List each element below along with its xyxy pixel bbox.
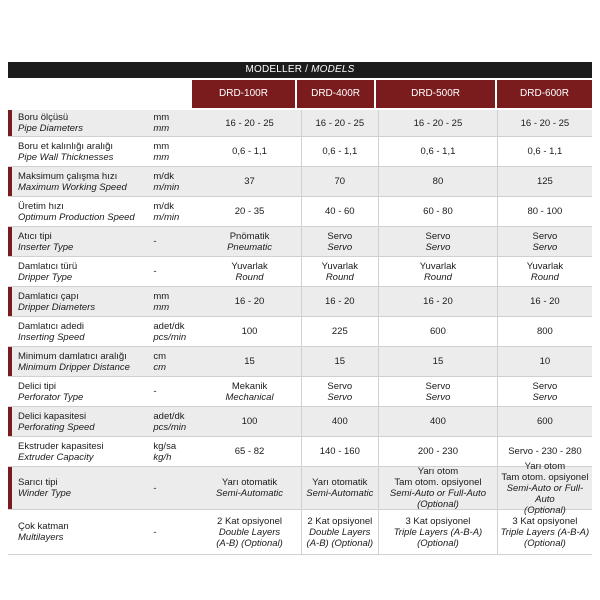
spec-name-tr: Delici kapasitesi bbox=[18, 410, 87, 422]
spec-value-line: Mechanical bbox=[225, 391, 274, 403]
spec-unit bbox=[153, 197, 198, 226]
spec-value-drd-600r bbox=[497, 167, 592, 196]
spec-value-line: 80 - 100 bbox=[527, 206, 563, 217]
spec-unit-en: mm bbox=[153, 301, 170, 313]
spec-unit-tr: - bbox=[153, 236, 157, 247]
spec-value-line: 2 Kat opsiyonel bbox=[217, 515, 283, 527]
spec-value-line: 16 - 20 bbox=[234, 296, 265, 307]
spec-value-drd-100r bbox=[199, 377, 301, 406]
spec-value-line: Servo bbox=[532, 230, 558, 242]
spec-value-drd-400r bbox=[301, 257, 379, 286]
spec-value-drd-400r bbox=[301, 377, 379, 406]
spec-unit bbox=[153, 347, 198, 376]
spec-value-line: 15 bbox=[334, 356, 346, 367]
spec-name-tr: Ekstruder kapasitesi bbox=[18, 440, 104, 452]
spec-value-drd-500r bbox=[378, 137, 497, 166]
spec-name-en: Dripper Diameters bbox=[18, 301, 96, 313]
spec-value-drd-400r bbox=[301, 227, 379, 256]
spec-value-drd-400r bbox=[301, 317, 379, 346]
spec-value-drd-500r bbox=[378, 167, 497, 196]
spec-unit-tr: adet/dk bbox=[153, 410, 185, 422]
spec-row bbox=[8, 510, 592, 555]
spec-row bbox=[8, 407, 592, 437]
spec-value-line: Pnömatik bbox=[229, 230, 270, 242]
spec-unit-tr: - bbox=[153, 526, 157, 538]
spec-name bbox=[8, 377, 153, 406]
spec-unit bbox=[153, 227, 198, 256]
spec-value-line: Yarı otom bbox=[524, 460, 566, 472]
spec-value-line: 100 bbox=[241, 326, 258, 337]
spec-value-drd-600r bbox=[497, 347, 592, 376]
spec-value-drd-500r bbox=[378, 377, 497, 406]
spec-unit-en: mm bbox=[153, 123, 170, 134]
spec-value-line: Servo bbox=[425, 391, 451, 403]
spec-name bbox=[8, 407, 153, 436]
spec-name-tr: Sarıcı tipi bbox=[18, 477, 58, 488]
spec-value-drd-100r bbox=[199, 197, 301, 226]
spec-value-line: 125 bbox=[536, 176, 553, 187]
spec-name-en: Inserting Speed bbox=[18, 331, 85, 343]
spec-unit bbox=[153, 167, 198, 196]
models-label-en: MODELS bbox=[311, 64, 355, 75]
spec-unit bbox=[153, 110, 198, 136]
spec-name bbox=[8, 347, 153, 376]
spec-unit-en: cm bbox=[153, 361, 167, 373]
spec-value-drd-400r bbox=[301, 197, 379, 226]
spec-unit-en: pcs/min bbox=[153, 331, 187, 343]
spec-name-en: Multilayers bbox=[18, 532, 64, 543]
spec-name-tr: Maksimum çalışma hızı bbox=[18, 170, 118, 182]
spec-value-line: Servo bbox=[327, 230, 353, 242]
spec-value-line: 0,6 - 1,1 bbox=[527, 146, 563, 157]
spec-value-drd-100r bbox=[199, 287, 301, 316]
spec-row bbox=[8, 167, 592, 197]
spec-value-drd-100r bbox=[199, 467, 301, 509]
spec-value-drd-600r bbox=[497, 110, 592, 136]
spec-value-line: Round bbox=[235, 271, 264, 283]
spec-name bbox=[8, 287, 153, 316]
spec-value-line: 16 - 20 - 25 bbox=[413, 117, 463, 129]
spec-value-line: 800 bbox=[536, 326, 553, 337]
spec-name-tr: Delici tipi bbox=[18, 380, 57, 392]
spec-value-line: 400 bbox=[331, 416, 348, 427]
spec-value-line: Servo - 230 - 280 bbox=[508, 446, 582, 457]
spec-value-drd-100r bbox=[199, 437, 301, 466]
spec-name bbox=[8, 110, 153, 136]
spec-value-line: Round bbox=[423, 271, 452, 283]
spec-value-drd-400r bbox=[301, 510, 379, 554]
spec-value-line: Round bbox=[530, 271, 559, 283]
model-header-drd-400r: DRD-400R bbox=[297, 80, 374, 108]
spec-value-line: 3 Kat opsiyonel bbox=[405, 515, 471, 527]
spec-value-drd-600r bbox=[497, 227, 592, 256]
spec-name-en: Perforating Speed bbox=[18, 421, 95, 433]
spec-name-en: Inserter Type bbox=[18, 241, 74, 253]
spec-value-line: (Optional) bbox=[524, 504, 566, 516]
spec-value-line: (A-B) (Optional) bbox=[306, 537, 374, 549]
spec-row bbox=[8, 317, 592, 347]
spec-value-line: Mekanik bbox=[231, 380, 268, 392]
spec-unit-tr: mm bbox=[153, 140, 170, 152]
spec-value-line: Servo bbox=[425, 241, 451, 253]
spec-unit bbox=[153, 257, 198, 286]
spec-name-en: Perforator Type bbox=[18, 391, 84, 403]
spec-value-line: Servo bbox=[532, 380, 558, 392]
spec-unit bbox=[153, 437, 198, 466]
spec-value-drd-500r bbox=[378, 287, 497, 316]
spec-name bbox=[8, 467, 153, 509]
spec-value-line: 0,6 - 1,1 bbox=[322, 146, 358, 157]
spec-value-line: Double Layers bbox=[218, 526, 281, 538]
spec-unit-en: m/min bbox=[153, 181, 180, 193]
spec-row bbox=[8, 460, 592, 516]
spec-value-drd-100r bbox=[199, 227, 301, 256]
spec-name-en: Minimum Dripper Distance bbox=[18, 361, 130, 373]
spec-name bbox=[8, 227, 153, 256]
spec-name bbox=[8, 137, 153, 166]
spec-value-drd-400r bbox=[301, 137, 379, 166]
spec-value-line: 65 - 82 bbox=[234, 446, 265, 457]
spec-value-drd-600r bbox=[497, 137, 592, 166]
spec-value-drd-100r bbox=[199, 510, 301, 554]
spec-unit bbox=[153, 407, 198, 436]
spec-value-line: Pneumatic bbox=[227, 241, 272, 253]
spec-value-drd-500r bbox=[378, 510, 497, 554]
spec-value-drd-600r bbox=[497, 407, 592, 436]
spec-value-line: 70 bbox=[334, 176, 346, 187]
spec-value-line: 16 - 20 - 25 bbox=[520, 117, 570, 129]
spec-value-line: 20 - 35 bbox=[234, 206, 265, 217]
spec-value-line: Triple Layers (A-B-A) bbox=[393, 526, 483, 538]
spec-value-line: Servo bbox=[327, 391, 353, 403]
spec-value-line: 80 bbox=[432, 176, 444, 187]
models-label-tr: MODELLER / bbox=[245, 64, 309, 75]
spec-row bbox=[8, 437, 592, 467]
spec-value-line: Yarı otomatik bbox=[221, 477, 278, 488]
spec-value-line: 16 - 20 bbox=[325, 296, 355, 307]
spec-value-line: (Optional) bbox=[417, 537, 459, 549]
spec-name-tr: Çok katman bbox=[18, 521, 69, 532]
spec-unit-en: mm bbox=[153, 151, 170, 163]
spec-value-line: Servo bbox=[425, 230, 451, 242]
spec-row bbox=[8, 110, 592, 137]
spec-unit bbox=[153, 467, 198, 509]
spec-value-drd-400r bbox=[301, 467, 379, 509]
spec-value-line: 37 bbox=[244, 176, 255, 187]
spec-name-en: Maximum Working Speed bbox=[18, 181, 127, 193]
spec-value-line: Tam otom. opsiyonel bbox=[394, 477, 482, 488]
model-header-drd-500r: DRD-500R bbox=[376, 80, 495, 108]
spec-value-drd-400r bbox=[301, 407, 379, 436]
spec-value-line: 10 bbox=[539, 356, 551, 367]
spec-value-drd-100r bbox=[199, 257, 301, 286]
spec-unit-en: pcs/min bbox=[153, 421, 187, 433]
spec-value-line: Servo bbox=[327, 380, 353, 392]
spec-name bbox=[8, 257, 153, 286]
spec-value-drd-100r bbox=[199, 407, 301, 436]
spec-value-line: 0,6 - 1,1 bbox=[232, 146, 267, 157]
spec-unit-en: kg/h bbox=[153, 451, 172, 463]
spec-value-line: Yuvarlak bbox=[419, 260, 457, 272]
spec-value-drd-500r bbox=[378, 317, 497, 346]
spec-table bbox=[8, 110, 592, 555]
spec-value-line: Yuvarlak bbox=[231, 260, 268, 272]
spec-value-line: 600 bbox=[536, 416, 553, 427]
spec-name-tr: Boru et kalınlığı aralığı bbox=[18, 140, 114, 152]
spec-value-line: 600 bbox=[430, 326, 446, 337]
spec-value-drd-500r bbox=[378, 110, 497, 136]
spec-value-drd-100r bbox=[199, 347, 301, 376]
spec-value-drd-600r bbox=[497, 197, 592, 226]
spec-value-line: Yuvarlak bbox=[321, 260, 359, 272]
spec-value-drd-400r bbox=[301, 347, 379, 376]
spec-name-tr: Minimum damlatıcı aralığı bbox=[18, 350, 127, 362]
spec-value-drd-500r bbox=[378, 437, 497, 466]
spec-unit-tr: adet/dk bbox=[153, 320, 185, 332]
spec-value-line: 100 bbox=[241, 416, 258, 427]
spec-name-en: Pipe Diameters bbox=[18, 123, 83, 134]
spec-value-line: (Optional) bbox=[524, 537, 566, 549]
spec-value-line: 140 - 160 bbox=[319, 446, 360, 457]
spec-value-line: (A-B) (Optional) bbox=[216, 537, 283, 549]
model-header-row bbox=[192, 80, 592, 108]
spec-name-en: Extruder Capacity bbox=[18, 451, 94, 463]
spec-unit-tr: cm bbox=[153, 350, 167, 362]
spec-unit bbox=[153, 510, 198, 554]
spec-value-drd-500r bbox=[378, 467, 497, 509]
spec-name-tr: Atıcı tipi bbox=[18, 230, 52, 242]
spec-name bbox=[8, 197, 153, 226]
spec-unit-tr: mm bbox=[153, 112, 170, 123]
spec-name-en: Dripper Type bbox=[18, 271, 73, 283]
spec-name-en: Winder Type bbox=[18, 488, 72, 499]
spec-value-drd-600r bbox=[497, 460, 592, 516]
spec-value-drd-400r bbox=[301, 167, 379, 196]
spec-row bbox=[8, 227, 592, 257]
spec-unit bbox=[153, 377, 198, 406]
spec-name bbox=[8, 317, 153, 346]
spec-name-tr: Boru ölçüsü bbox=[18, 112, 69, 123]
spec-name bbox=[8, 510, 153, 554]
spec-value-line: 16 - 20 - 25 bbox=[315, 117, 365, 129]
spec-value-drd-500r bbox=[378, 407, 497, 436]
spec-value-line: Servo bbox=[532, 391, 558, 403]
spec-value-drd-600r bbox=[497, 317, 592, 346]
spec-value-line: Double Layers bbox=[309, 526, 371, 538]
spec-value-line: Servo bbox=[425, 380, 451, 392]
row-marker bbox=[8, 167, 12, 196]
spec-unit bbox=[153, 137, 198, 166]
row-marker bbox=[8, 287, 12, 316]
spec-name-tr: Damlatıcı adedi bbox=[18, 320, 85, 332]
spec-value-drd-600r bbox=[497, 510, 592, 554]
spec-unit bbox=[153, 317, 198, 346]
spec-value-line: 400 bbox=[430, 416, 446, 427]
spec-row bbox=[8, 347, 592, 377]
spec-unit-tr: m/dk bbox=[153, 170, 174, 182]
row-marker bbox=[8, 110, 12, 136]
spec-value-line: Round bbox=[325, 271, 354, 283]
spec-value-drd-500r bbox=[378, 257, 497, 286]
spec-unit-tr: mm bbox=[153, 290, 170, 302]
spec-value-line: 60 - 80 bbox=[423, 206, 453, 217]
spec-value-drd-100r bbox=[199, 137, 301, 166]
spec-value-drd-600r bbox=[497, 287, 592, 316]
spec-value-line: (Optional) bbox=[417, 499, 459, 510]
spec-value-drd-500r bbox=[378, 227, 497, 256]
spec-unit-tr: - bbox=[153, 266, 157, 277]
models-header-bar bbox=[8, 62, 592, 78]
spec-unit bbox=[153, 287, 198, 316]
spec-value-line: 16 - 20 - 25 bbox=[225, 117, 274, 129]
row-marker bbox=[8, 347, 12, 376]
spec-value-drd-400r bbox=[301, 110, 379, 136]
spec-unit-en: m/min bbox=[153, 211, 180, 223]
row-marker bbox=[8, 227, 12, 256]
spec-name-tr: Damlatıcı türü bbox=[18, 260, 78, 272]
spec-value-line: 200 - 230 bbox=[417, 446, 459, 457]
spec-value-line: Tam otom. opsiyonel bbox=[501, 471, 589, 483]
spec-value-line: Semi-Auto or Full-Auto bbox=[506, 482, 584, 505]
spec-value-drd-500r bbox=[378, 347, 497, 376]
model-header-drd-100r: DRD-100R bbox=[192, 80, 295, 108]
spec-value-drd-400r bbox=[301, 437, 379, 466]
spec-name-tr: Damlatıcı çapı bbox=[18, 290, 79, 302]
spec-row bbox=[8, 287, 592, 317]
spec-value-drd-500r bbox=[378, 197, 497, 226]
spec-value-drd-600r bbox=[497, 377, 592, 406]
spec-name bbox=[8, 437, 153, 466]
spec-value-drd-100r bbox=[199, 317, 301, 346]
spec-value-line: 16 - 20 bbox=[423, 296, 453, 307]
spec-value-drd-400r bbox=[301, 287, 379, 316]
row-marker bbox=[8, 467, 12, 509]
spec-value-line: 16 - 20 bbox=[530, 296, 560, 307]
spec-value-line: Yarı otomatik bbox=[312, 477, 368, 488]
spec-name-tr: Üretim hızı bbox=[18, 200, 64, 212]
model-header-drd-600r: DRD-600R bbox=[497, 80, 592, 108]
spec-value-line: 40 - 60 bbox=[325, 206, 355, 217]
row-marker bbox=[8, 407, 12, 436]
spec-value-line: Semi-Auto or Full-Auto bbox=[389, 488, 486, 499]
spec-name-en: Optimum Production Speed bbox=[18, 211, 135, 223]
spec-value-line: 0,6 - 1,1 bbox=[420, 146, 456, 157]
spec-unit-tr: kg/sa bbox=[153, 440, 177, 452]
spec-value-line: 2 Kat opsiyonel bbox=[307, 515, 373, 527]
spec-value-line: Servo bbox=[327, 241, 353, 253]
spec-value-line: Triple Layers (A-B-A) bbox=[500, 526, 590, 538]
spec-row bbox=[8, 197, 592, 227]
spec-value-line: 225 bbox=[331, 326, 348, 337]
spec-value-line: Semi-Automatic bbox=[216, 488, 284, 499]
spec-row bbox=[8, 257, 592, 287]
spec-unit-tr: - bbox=[153, 386, 157, 397]
spec-row bbox=[8, 377, 592, 407]
spec-value-line: Yarı otom bbox=[417, 466, 459, 477]
spec-value-line: Yuvarlak bbox=[526, 260, 564, 272]
spec-value-drd-100r bbox=[199, 110, 301, 136]
spec-value-drd-100r bbox=[199, 167, 301, 196]
spec-value-line: 15 bbox=[244, 356, 255, 367]
spec-value-drd-600r bbox=[497, 257, 592, 286]
spec-row bbox=[8, 137, 592, 167]
spec-value-line: 3 Kat opsiyonel bbox=[512, 515, 578, 527]
spec-unit-tr: m/dk bbox=[153, 200, 174, 212]
spec-value-line: Semi-Automatic bbox=[306, 488, 374, 499]
spec-value-line: 15 bbox=[432, 356, 444, 367]
spec-name-en: Pipe Wall Thicknesses bbox=[18, 151, 114, 163]
spec-name bbox=[8, 167, 153, 196]
spec-value-line: Servo bbox=[532, 241, 558, 253]
spec-unit-tr: - bbox=[153, 482, 157, 494]
